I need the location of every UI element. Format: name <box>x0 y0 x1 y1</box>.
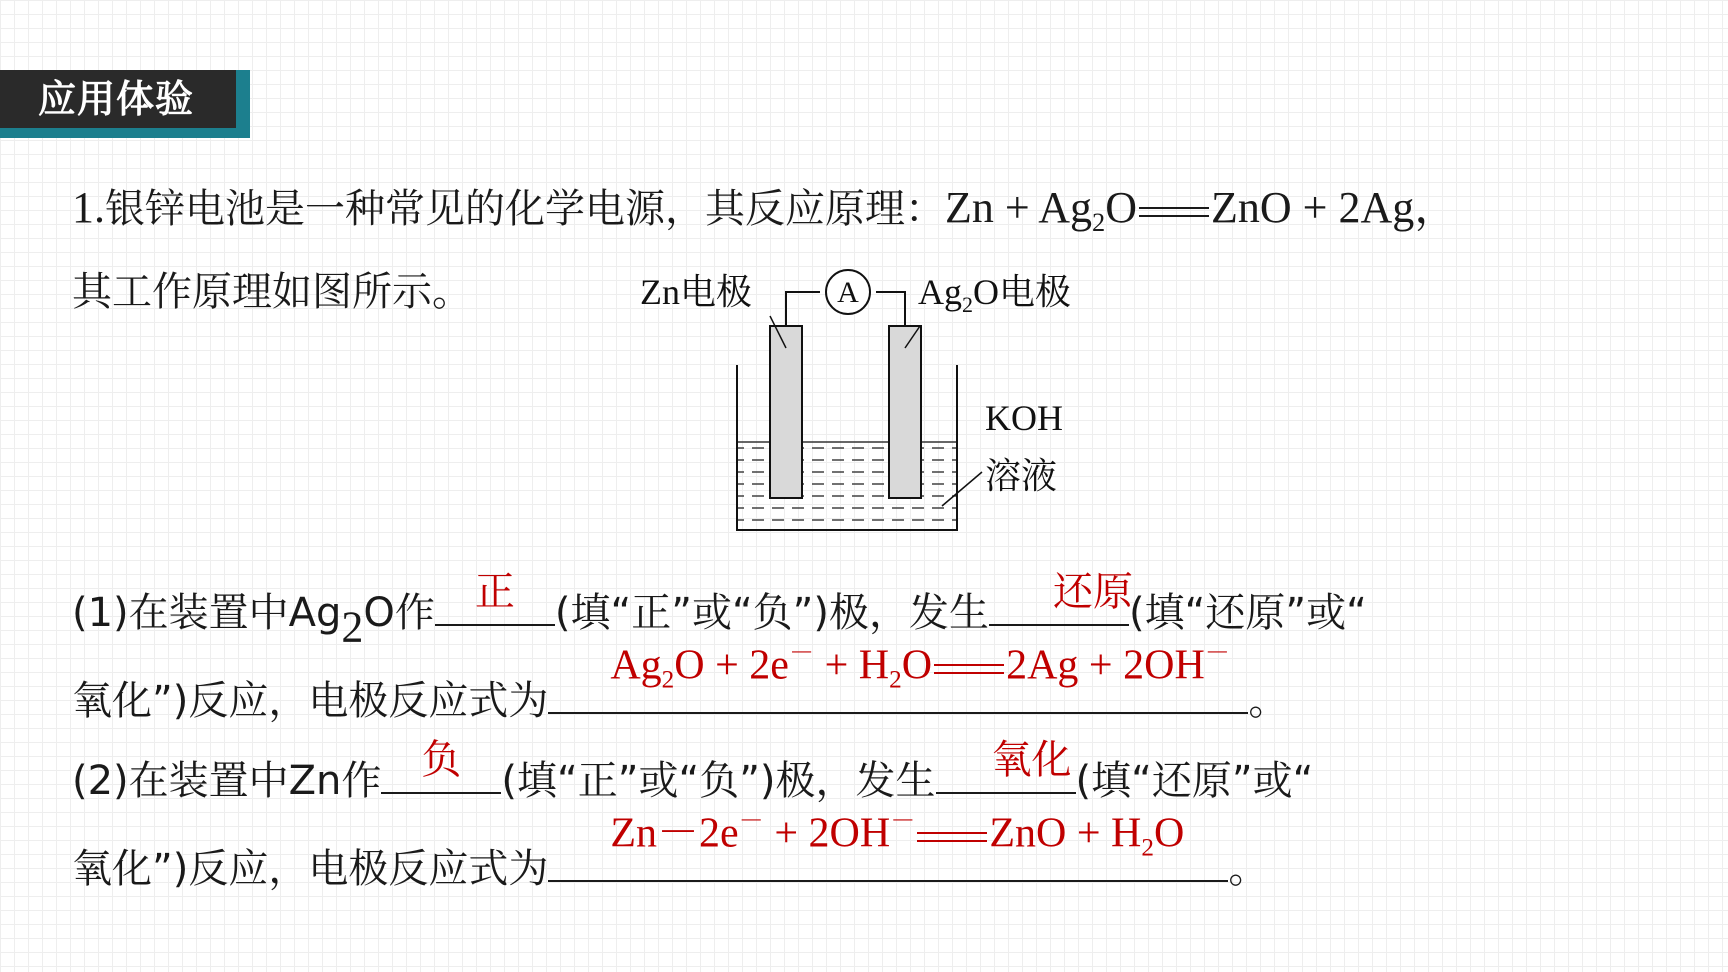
question-line-2: 其工作原理如图所示。 <box>72 269 472 315</box>
question-line-1 <box>72 178 1458 252</box>
part1-blank-1[interactable] <box>435 569 555 626</box>
part2-answer-2: 氧化 <box>991 737 1072 783</box>
equals-sign <box>934 664 1004 674</box>
ag2o-electrode-label: $Ag_2O$电极 <box>918 272 1071 317</box>
part2-period: 。 <box>1228 846 1269 892</box>
zn-electrode-label: Zn电极 <box>640 272 752 312</box>
part1-line-2 <box>72 639 1289 731</box>
ag2o-electrode <box>889 326 921 498</box>
part1-prefix: (1)在装置中$Ag_2O$作 <box>72 590 435 652</box>
part2-hint-2: (填“还原”或“ <box>1075 758 1314 804</box>
section-title: 应用体验 <box>0 70 236 128</box>
part1-equation-answer: $Ag_2O + 2e^- + H_2O$ 2Ag + 2OH－ <box>610 639 1230 693</box>
section-banner <box>0 70 250 138</box>
svg-text:A: A <box>837 276 859 309</box>
part2-equation-blank[interactable] <box>548 807 1228 882</box>
part1-answer-2: 还原 <box>1053 569 1134 615</box>
equals-sign <box>1139 207 1209 217</box>
part2-blank-1[interactable] <box>381 737 501 794</box>
part1-equation-blank[interactable] <box>548 639 1248 714</box>
equals-sign <box>917 832 987 842</box>
question-intro: 银锌电池是一种常见的化学电源，其反应原理： <box>105 186 945 232</box>
koh-label: KOH <box>985 398 1063 438</box>
zn-electrode <box>770 326 802 498</box>
part2-blank-2[interactable] <box>936 737 1076 794</box>
part1-blank-2[interactable] <box>989 569 1134 626</box>
part1-period: 。 <box>1248 678 1289 724</box>
part1-hint-2: (填“还原”或“ <box>1129 590 1367 636</box>
part1-hint-1: (填“正”或“负”)极，发生 <box>554 590 990 636</box>
part2-hint-1: (填“正”或“负”)极，发生 <box>501 758 936 804</box>
reaction-equation: $Zn + Ag_2O$ ZnO + 2Ag， <box>945 183 1459 238</box>
part2-answer-1: 负 <box>421 737 462 783</box>
part2-equation-answer: Zn－2e－ + 2OH－ ZnO + $H_2O$ <box>610 807 1185 861</box>
part2-line-2 <box>72 807 1269 899</box>
question-number: 1. <box>72 183 105 232</box>
part2-prefix: (2)在装置中Zn作 <box>72 758 382 804</box>
part1-answer-1: 正 <box>474 569 515 615</box>
battery-diagram <box>630 262 1100 542</box>
part1-equation-prompt: 氧化”)反应，电极反应式为 <box>72 678 549 724</box>
solution-label: 溶液 <box>985 456 1058 496</box>
part2-equation-prompt: 氧化”)反应，电极反应式为 <box>72 846 549 892</box>
